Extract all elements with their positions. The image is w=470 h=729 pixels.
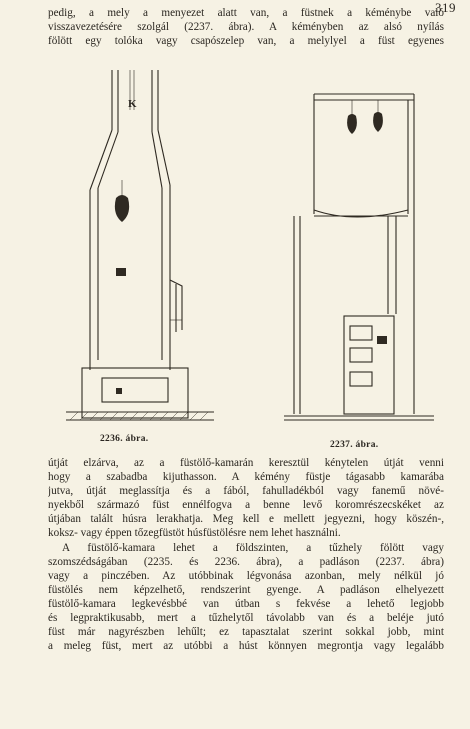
text-line: koksz- vagy éppen tőzegfüstöt húsfüstölésre nem lehet használni. [48, 527, 341, 540]
text-line: füstölő-kamara legkevésbbé van útban s fekvése a lehető legjobb [48, 597, 444, 610]
text-line: pedig, a mely a menyezet alatt van, a füstnek a kéménybe való [48, 7, 444, 19]
text-line: visszavezetésére szolgál (2237. ábra). A kéményben az alsó nyílás [48, 21, 444, 34]
paragraph [48, 541, 444, 654]
figure-caption: 2237. ábra. [330, 440, 379, 450]
body-text [48, 456, 444, 653]
attic-smokehouse-drawing [284, 84, 434, 429]
figure-caption: 2236. ábra. [100, 434, 149, 444]
page-number: 319 [435, 0, 456, 15]
chimney-label-k: K [128, 98, 137, 110]
text-line: füstölés nem képzelhető, rendszerint gyenge. A padláson elhelyezett [48, 583, 444, 596]
text-line: szomszédságában (2235. és 2236. ábra), a padláson (2237. ábra) [48, 555, 444, 568]
figure-2236 [30, 70, 250, 448]
paragraph [48, 456, 444, 541]
text-line: A füstölő-kamara lehet a földszinten, a tűzhely fölött vagy [62, 541, 444, 554]
text-line: fölött egy tolóka vagy csapószelep van, a melylyel a füst egyenes [48, 35, 444, 48]
text-line: jutva, útját meglassítja és a fából, fahulladékból vagy fanemű növé- [48, 485, 444, 498]
text-line: vagy a pinczében. Az utóbbinak légvonása azonban, mely nélkül jó [48, 569, 444, 582]
text-line: nyekből származó füst ennélfogva a benne levő koromrészecskéket az [48, 499, 444, 512]
top-paragraph [48, 6, 444, 48]
text-line: és legpraktikusabb, mert a tűzhelytől távolabb van és a beléje jutó [48, 612, 444, 625]
chimney-smokehouse-drawing [30, 70, 250, 430]
text-line: füst már nagyrészben lehűlt; ez tapasztalat szerint sokkal jobb, mint [48, 626, 444, 639]
text-line: a meleg füst, mert az utóbbi a húst könnyen megrontja vagy legalább [48, 640, 444, 653]
text-line: hogy a szabadba kijuthasson. A kémény füstje tágasabb kamarába [48, 471, 444, 484]
figure-2237 [284, 84, 434, 454]
text-line: útjában talált húsra lerakhatja. Meg kell e mellett jegyezni, hogy köszén-, [48, 513, 444, 526]
text-line: útját elzárva, az a füstölő-kamarán keresztül kénytelen útját venni [48, 457, 444, 469]
